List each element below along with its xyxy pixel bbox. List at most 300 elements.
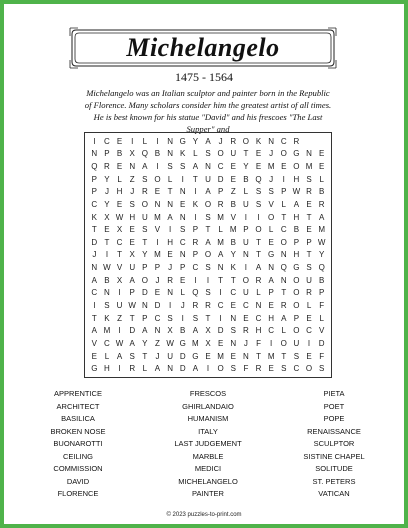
grid-letter[interactable]: S xyxy=(205,263,211,273)
grid-letter[interactable]: N xyxy=(230,338,237,348)
grid-letter[interactable]: B xyxy=(180,326,186,336)
grid-letter[interactable]: L xyxy=(117,174,122,184)
grid-letter[interactable]: C xyxy=(255,313,262,323)
grid-letter[interactable]: C xyxy=(293,364,300,374)
grid-letter[interactable]: I xyxy=(206,275,210,285)
grid-letter[interactable]: N xyxy=(179,250,186,260)
grid-letter[interactable]: P xyxy=(104,149,110,159)
grid-letter[interactable]: R xyxy=(230,136,237,146)
grid-letter[interactable]: G xyxy=(179,136,186,146)
grid-letter[interactable]: O xyxy=(293,162,300,172)
grid-letter[interactable]: W xyxy=(292,187,301,197)
grid-letter[interactable]: L xyxy=(167,174,173,184)
grid-letter[interactable]: T xyxy=(281,351,287,361)
grid-letter[interactable]: B xyxy=(319,275,325,285)
grid-letter[interactable]: N xyxy=(179,212,186,222)
grid-letter[interactable]: T xyxy=(167,187,173,197)
grid-letter[interactable]: E xyxy=(180,199,186,209)
grid-letter[interactable]: H xyxy=(104,364,110,374)
grid-letter[interactable]: A xyxy=(255,263,262,273)
grid-letter[interactable]: A xyxy=(154,364,161,374)
grid-letter[interactable]: Y xyxy=(230,250,236,260)
grid-letter[interactable]: L xyxy=(306,301,312,311)
grid-letter[interactable]: B xyxy=(104,275,110,285)
grid-letter[interactable]: S xyxy=(180,162,186,172)
grid-letter[interactable]: C xyxy=(104,136,110,146)
grid-letter[interactable]: O xyxy=(293,288,300,298)
grid-letter[interactable]: J xyxy=(218,136,223,146)
grid-letter[interactable]: E xyxy=(230,174,236,184)
grid-letter[interactable]: O xyxy=(204,199,212,209)
grid-letter[interactable]: V xyxy=(230,212,236,222)
grid-letter[interactable]: E xyxy=(268,364,274,374)
grid-letter[interactable]: I xyxy=(131,136,134,146)
grid-letter[interactable]: I xyxy=(118,326,121,336)
grid-letter[interactable]: T xyxy=(281,288,287,298)
grid-letter[interactable]: W xyxy=(115,338,124,348)
grid-letter[interactable]: E xyxy=(116,162,123,172)
grid-letter[interactable]: O xyxy=(268,212,275,222)
grid-letter[interactable]: A xyxy=(192,364,199,374)
grid-letter[interactable]: I xyxy=(206,364,210,374)
grid-letter[interactable]: I xyxy=(93,301,96,311)
grid-letter[interactable]: P xyxy=(154,263,161,273)
grid-letter[interactable]: F xyxy=(243,364,249,374)
grid-letter[interactable]: M xyxy=(192,338,199,348)
grid-letter[interactable]: A xyxy=(142,326,148,336)
grid-letter[interactable]: Q xyxy=(91,162,98,172)
grid-letter[interactable]: H xyxy=(268,313,275,323)
grid-letter[interactable]: X xyxy=(167,326,173,336)
grid-letter[interactable]: J xyxy=(168,263,173,273)
grid-letter[interactable]: X xyxy=(129,149,135,159)
grid-letter[interactable]: M xyxy=(267,351,275,361)
grid-letter[interactable]: H xyxy=(116,187,123,197)
grid-letter[interactable]: L xyxy=(281,199,286,209)
grid-letter[interactable]: O xyxy=(141,199,148,209)
grid-letter[interactable]: U xyxy=(306,275,312,285)
grid-letter[interactable]: E xyxy=(180,275,186,285)
grid-letter[interactable]: D xyxy=(217,174,224,184)
grid-letter[interactable]: E xyxy=(255,149,262,159)
grid-letter[interactable]: L xyxy=(243,187,249,197)
grid-letter[interactable]: J xyxy=(155,275,160,285)
grid-letter[interactable]: O xyxy=(280,237,287,247)
grid-letter[interactable]: H xyxy=(129,212,136,222)
grid-letter[interactable]: S xyxy=(167,162,173,172)
grid-letter[interactable]: D xyxy=(91,237,98,247)
grid-letter[interactable]: T xyxy=(256,250,261,260)
grid-letter[interactable]: R xyxy=(280,301,287,311)
grid-letter[interactable]: R xyxy=(243,326,249,336)
grid-letter[interactable]: N xyxy=(141,301,148,311)
grid-letter[interactable]: H xyxy=(293,174,300,184)
grid-letter[interactable]: C xyxy=(217,301,224,311)
grid-letter[interactable]: P xyxy=(192,250,199,260)
grid-letter[interactable]: I xyxy=(219,313,222,323)
grid-letter[interactable]: L xyxy=(193,149,198,159)
grid-letter[interactable]: A xyxy=(205,187,211,197)
grid-letter[interactable]: N xyxy=(306,149,312,159)
grid-letter[interactable]: T xyxy=(104,237,110,247)
grid-letter[interactable]: L xyxy=(218,225,223,235)
grid-letter[interactable]: I xyxy=(270,338,273,348)
grid-letter[interactable]: M xyxy=(305,162,313,172)
grid-letter[interactable]: O xyxy=(293,301,300,311)
grid-letter[interactable]: R xyxy=(192,301,199,311)
grid-letter[interactable]: E xyxy=(268,237,274,247)
grid-letter[interactable]: G xyxy=(268,250,275,260)
grid-letter[interactable]: I xyxy=(244,263,247,273)
grid-letter[interactable]: N xyxy=(167,199,173,209)
grid-letter[interactable]: A xyxy=(205,237,211,247)
grid-letter[interactable]: X xyxy=(129,250,135,260)
grid-letter[interactable]: F xyxy=(319,301,325,311)
grid-letter[interactable]: C xyxy=(104,338,110,348)
grid-letter[interactable]: N xyxy=(167,364,173,374)
grid-letter[interactable]: E xyxy=(91,351,97,361)
grid-letter[interactable]: E xyxy=(154,187,161,197)
grid-letter[interactable]: B xyxy=(243,174,249,184)
grid-letter[interactable]: S xyxy=(180,225,186,235)
grid-letter[interactable]: K xyxy=(192,199,199,209)
grid-letter[interactable]: D xyxy=(154,301,161,311)
grid-letter[interactable]: S xyxy=(167,313,173,323)
grid-letter[interactable]: S xyxy=(230,326,236,336)
grid-letter[interactable]: N xyxy=(217,263,224,273)
grid-letter[interactable]: I xyxy=(93,136,96,146)
grid-letter[interactable]: U xyxy=(116,301,123,311)
grid-letter[interactable]: T xyxy=(205,313,211,323)
grid-letter[interactable]: K xyxy=(255,136,262,146)
grid-letter[interactable]: I xyxy=(118,288,121,298)
grid-letter[interactable]: S xyxy=(255,187,262,197)
grid-letter[interactable]: I xyxy=(257,212,260,222)
grid-letter[interactable]: C xyxy=(306,326,312,336)
grid-letter[interactable]: A xyxy=(192,326,199,336)
grid-letter[interactable]: I xyxy=(181,174,184,184)
grid-letter[interactable]: N xyxy=(129,162,136,172)
grid-letter[interactable]: R xyxy=(217,199,224,209)
grid-letter[interactable]: A xyxy=(319,212,325,222)
grid-letter[interactable]: P xyxy=(180,263,186,273)
grid-letter[interactable]: J xyxy=(180,301,185,311)
grid-letter[interactable]: I xyxy=(156,237,159,247)
grid-letter[interactable]: P xyxy=(91,187,97,197)
grid-letter[interactable]: P xyxy=(293,237,300,247)
grid-letter[interactable]: K xyxy=(180,149,186,159)
grid-letter[interactable]: C xyxy=(243,301,249,311)
grid-letter[interactable]: J xyxy=(155,351,160,361)
grid-letter[interactable]: O xyxy=(242,275,249,285)
grid-letter[interactable]: O xyxy=(204,250,212,260)
grid-letter[interactable]: I xyxy=(168,301,172,311)
grid-letter[interactable]: E xyxy=(306,199,312,209)
grid-letter[interactable]: A xyxy=(192,162,199,172)
grid-letter[interactable]: M xyxy=(217,237,224,247)
grid-letter[interactable]: S xyxy=(230,364,236,374)
grid-letter[interactable]: E xyxy=(104,225,110,235)
grid-letter[interactable]: B xyxy=(154,149,161,159)
grid-letter[interactable]: D xyxy=(217,326,224,336)
grid-letter[interactable]: P xyxy=(129,288,135,298)
grid-letter[interactable]: H xyxy=(167,237,173,247)
grid-letter[interactable]: L xyxy=(180,288,185,298)
grid-letter[interactable]: P xyxy=(142,313,148,323)
grid-letter[interactable]: Q xyxy=(192,288,199,298)
grid-letter[interactable]: T xyxy=(306,212,312,222)
grid-letter[interactable]: J xyxy=(92,250,97,260)
grid-letter[interactable]: C xyxy=(217,162,224,172)
grid-letter[interactable]: S xyxy=(306,263,312,273)
grid-letter[interactable]: P xyxy=(268,288,274,298)
grid-letter[interactable]: S xyxy=(129,351,135,361)
grid-letter[interactable]: C xyxy=(154,313,161,323)
grid-letter[interactable]: C xyxy=(116,237,123,247)
grid-letter[interactable]: R xyxy=(306,288,312,298)
grid-letter[interactable]: A xyxy=(116,351,123,361)
grid-letter[interactable]: I xyxy=(194,212,197,222)
grid-letter[interactable]: A xyxy=(268,275,274,285)
grid-letter[interactable]: O xyxy=(280,338,287,348)
grid-letter[interactable]: E xyxy=(255,162,262,172)
grid-letter[interactable]: R xyxy=(306,187,312,197)
grid-letter[interactable]: Y xyxy=(104,199,110,209)
grid-letter[interactable]: O xyxy=(217,364,224,374)
grid-letter[interactable]: I xyxy=(219,288,222,298)
grid-letter[interactable]: E xyxy=(268,301,274,311)
grid-letter[interactable]: M xyxy=(154,212,161,222)
grid-letter[interactable]: N xyxy=(91,263,98,273)
grid-letter[interactable]: D xyxy=(129,326,136,336)
grid-letter[interactable]: C xyxy=(280,136,287,146)
grid-letter[interactable]: O xyxy=(293,326,300,336)
grid-letter[interactable]: E xyxy=(116,199,123,209)
grid-letter[interactable]: M xyxy=(154,250,161,260)
grid-letter[interactable]: R xyxy=(255,364,262,374)
grid-letter[interactable]: R xyxy=(293,136,300,146)
grid-letter[interactable]: A xyxy=(167,212,173,222)
grid-letter[interactable]: Q xyxy=(280,263,287,273)
grid-letter[interactable]: R xyxy=(141,187,148,197)
grid-letter[interactable]: S xyxy=(142,174,148,184)
grid-letter[interactable]: S xyxy=(205,149,211,159)
grid-letter[interactable]: V xyxy=(91,338,97,348)
grid-letter[interactable]: T xyxy=(205,225,211,235)
grid-letter[interactable]: E xyxy=(306,313,312,323)
grid-letter[interactable]: Z xyxy=(129,174,135,184)
grid-letter[interactable]: Z xyxy=(230,187,236,197)
grid-letter[interactable]: G xyxy=(192,351,199,361)
grid-letter[interactable]: F xyxy=(319,351,325,361)
grid-letter[interactable]: O xyxy=(154,174,161,184)
grid-letter[interactable]: P xyxy=(142,263,148,273)
grid-letter[interactable]: T xyxy=(117,250,123,260)
grid-letter[interactable]: Y xyxy=(192,136,199,146)
grid-letter[interactable]: T xyxy=(218,275,224,285)
grid-letter[interactable]: E xyxy=(319,149,325,159)
grid-letter[interactable]: I xyxy=(118,364,121,374)
grid-letter[interactable]: W xyxy=(317,237,326,247)
grid-letter[interactable]: N xyxy=(230,313,237,323)
grid-letter[interactable]: A xyxy=(129,338,135,348)
grid-letter[interactable]: S xyxy=(255,199,262,209)
grid-letter[interactable]: E xyxy=(230,301,236,311)
grid-letter[interactable]: T xyxy=(91,225,97,235)
grid-letter[interactable]: N xyxy=(91,149,98,159)
grid-letter[interactable]: I xyxy=(181,313,184,323)
grid-letter[interactable]: U xyxy=(167,351,173,361)
grid-letter[interactable]: E xyxy=(230,351,236,361)
grid-letter[interactable]: T xyxy=(281,212,287,222)
grid-letter[interactable]: U xyxy=(129,263,136,273)
grid-letter[interactable]: U xyxy=(205,174,211,184)
grid-letter[interactable]: W xyxy=(128,301,136,311)
grid-letter[interactable]: M xyxy=(267,162,275,172)
grid-letter[interactable]: Z xyxy=(155,338,160,348)
grid-letter[interactable]: G xyxy=(293,263,300,273)
grid-letter[interactable]: X xyxy=(116,275,123,285)
grid-letter[interactable]: S xyxy=(319,364,325,374)
grid-letter[interactable]: N xyxy=(104,288,110,298)
grid-letter[interactable]: M xyxy=(318,225,326,235)
grid-letter[interactable]: O xyxy=(217,149,224,159)
grid-letter[interactable]: M xyxy=(217,212,224,222)
grid-letter[interactable]: J xyxy=(104,187,109,197)
grid-letter[interactable]: I xyxy=(244,212,247,222)
grid-letter[interactable]: U xyxy=(243,199,249,209)
grid-letter[interactable]: R xyxy=(318,199,325,209)
grid-letter[interactable]: L xyxy=(319,174,324,184)
grid-letter[interactable]: E xyxy=(230,162,236,172)
grid-letter[interactable]: O xyxy=(280,149,287,159)
grid-letter[interactable]: J xyxy=(130,187,135,197)
grid-letter[interactable]: E xyxy=(281,162,287,172)
grid-letter[interactable]: O xyxy=(242,136,249,146)
grid-letter[interactable]: A xyxy=(217,250,224,260)
grid-letter[interactable]: I xyxy=(156,136,159,146)
grid-letter[interactable]: E xyxy=(205,351,211,361)
grid-letter[interactable]: S xyxy=(129,199,135,209)
grid-letter[interactable]: N xyxy=(167,288,173,298)
grid-letter[interactable]: E xyxy=(319,162,325,172)
grid-letter[interactable]: C xyxy=(91,288,98,298)
grid-letter[interactable]: N xyxy=(255,301,262,311)
grid-letter[interactable]: U xyxy=(230,149,237,159)
grid-letter[interactable]: L xyxy=(256,288,261,298)
grid-letter[interactable]: J xyxy=(243,338,248,348)
grid-letter[interactable]: B xyxy=(319,187,325,197)
grid-letter[interactable]: Y xyxy=(142,338,148,348)
grid-letter[interactable]: E xyxy=(167,250,173,260)
grid-letter[interactable]: C xyxy=(179,237,186,247)
grid-letter[interactable]: C xyxy=(91,199,98,209)
grid-letter[interactable]: P xyxy=(243,225,249,235)
grid-letter[interactable]: C xyxy=(268,326,275,336)
grid-letter[interactable]: Q xyxy=(255,174,262,184)
grid-letter[interactable]: R xyxy=(255,275,262,285)
grid-letter[interactable]: N xyxy=(280,275,287,285)
grid-letter[interactable]: N xyxy=(154,326,161,336)
grid-letter[interactable]: S xyxy=(104,301,110,311)
grid-letter[interactable]: B xyxy=(230,237,236,247)
grid-letter[interactable]: P xyxy=(293,313,300,323)
grid-letter[interactable]: I xyxy=(156,162,159,172)
grid-letter[interactable]: W xyxy=(115,212,124,222)
grid-letter[interactable]: E xyxy=(306,351,312,361)
grid-letter[interactable]: T xyxy=(142,351,148,361)
grid-letter[interactable]: S xyxy=(268,187,274,197)
grid-letter[interactable]: Y xyxy=(104,174,110,184)
grid-letter[interactable]: P xyxy=(192,225,199,235)
grid-letter[interactable]: V xyxy=(116,263,123,273)
grid-letter[interactable]: Y xyxy=(142,250,148,260)
grid-letter[interactable]: N xyxy=(205,162,211,172)
grid-letter[interactable]: Z xyxy=(117,313,123,323)
grid-letter[interactable]: T xyxy=(129,313,135,323)
grid-letter[interactable] xyxy=(315,135,328,148)
grid-letter[interactable]: A xyxy=(129,275,135,285)
grid-letter[interactable]: N xyxy=(179,187,186,197)
grid-letter[interactable]: M xyxy=(229,225,237,235)
grid-letter[interactable]: I xyxy=(282,174,285,184)
grid-letter[interactable]: J xyxy=(269,174,274,184)
grid-letter[interactable]: Q xyxy=(141,149,148,159)
grid-letter[interactable]: R xyxy=(205,301,211,311)
grid-letter[interactable]: R xyxy=(129,364,136,374)
grid-letter[interactable]: I xyxy=(194,187,197,197)
grid-letter[interactable]: S xyxy=(306,174,312,184)
grid-letter[interactable]: U xyxy=(243,237,249,247)
grid-letter[interactable]: L xyxy=(104,351,110,361)
grid-letter[interactable]: L xyxy=(281,326,286,336)
grid-letter[interactable]: O xyxy=(141,275,148,285)
grid-letter[interactable]: D xyxy=(318,338,325,348)
grid-letter[interactable]: I xyxy=(105,250,109,260)
grid-letter[interactable]: T xyxy=(230,275,236,285)
grid-letter[interactable]: A xyxy=(293,199,300,209)
grid-letter[interactable]: O xyxy=(255,225,262,235)
grid-letter[interactable]: E xyxy=(116,136,123,146)
grid-letter[interactable]: T xyxy=(142,237,148,247)
grid-letter[interactable]: F xyxy=(256,338,261,348)
grid-letter[interactable]: G xyxy=(179,338,186,348)
grid-letter[interactable]: N xyxy=(268,136,275,146)
grid-letter[interactable]: I xyxy=(194,275,197,285)
grid-letter[interactable]: L xyxy=(142,364,148,374)
grid-letter[interactable]: M xyxy=(217,351,224,361)
grid-letter[interactable]: P xyxy=(281,187,287,197)
grid-letter[interactable]: R xyxy=(167,275,173,285)
grid-letter[interactable]: N xyxy=(243,250,249,260)
grid-letter[interactable]: D xyxy=(179,351,186,361)
grid-letter[interactable]: K xyxy=(104,313,110,323)
grid-letter[interactable]: T xyxy=(256,237,261,247)
grid-letter[interactable]: U xyxy=(141,212,148,222)
grid-letter[interactable]: D xyxy=(141,288,148,298)
grid-letter[interactable]: A xyxy=(205,136,211,146)
grid-letter[interactable]: N xyxy=(280,250,287,260)
grid-letter[interactable]: E xyxy=(154,288,161,298)
grid-letter[interactable] xyxy=(303,135,316,148)
grid-letter[interactable]: V xyxy=(319,326,325,336)
grid-letter[interactable]: N xyxy=(243,351,249,361)
grid-letter[interactable]: E xyxy=(243,313,249,323)
grid-letter[interactable]: H xyxy=(293,250,300,260)
grid-letter[interactable]: S xyxy=(205,288,211,298)
grid-letter[interactable]: P xyxy=(217,187,224,197)
grid-letter[interactable]: R xyxy=(104,162,110,172)
